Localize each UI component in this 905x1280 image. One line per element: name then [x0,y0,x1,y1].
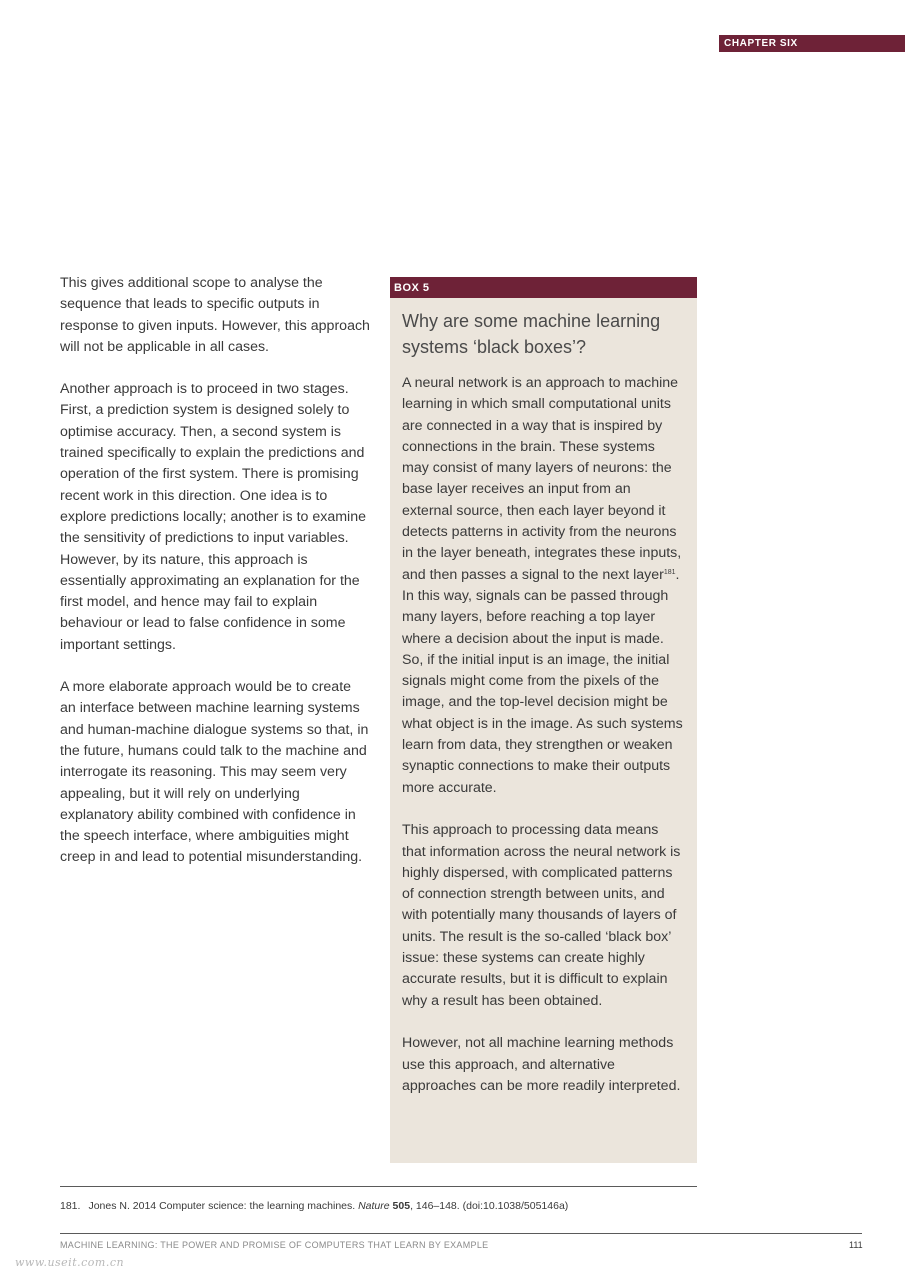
footnote-text-end: , 146–148. (doi:10.1038/505146a) [410,1200,569,1212]
box-paragraph-2: This approach to processing data means that information across the neural network is highly dispersed, with complicated patterns of connection strength between units, and with potentially many thousands of layers of units. The result is the so-called ‘black box’ issue: these systems can create highly accurate results, but it is difficult to explain why a result has been obtained. [402,822,681,1009]
footnote-divider [60,1186,697,1187]
box-paragraph-1 [402,373,685,799]
watermark: www.useit.com.cn [15,1256,125,1269]
box-paragraph-1-start: A neural network is an approach to machine learning in which small computational units are connected in a way that is inspired by connections in the brain. These systems may consist of many layers of neurons: the base layer receives an input from an external source, then each layer beyond it detects patterns in activity from the neurons in the layer beneath, integrates these inputs, and then passes a signal to the next layer [402,375,682,583]
footnote [60,1199,700,1213]
left-paragraph-2: Another approach is to proceed in two stages. First, a prediction system is designed solely to optimise accuracy. Then, a second system is trained specifically to explain the predictions and operation of the first system. There is promising recent work in this direction. One idea is to explore predictions locally; another is to examine the sensitivity of predictions to input variables. However, by its nature, this approach is essentially approximating an explanation for the first model, and hence may fail to explain behaviour or lead to false confidence in some important settings. [60,381,366,653]
box-paragraph-1-end: . In this way, signals can be passed through many layers, before reaching a top layer where a decision about the input is made. So, if the initial input is an image, the initial signals might come from the pixels of the image, and the top-level decision might be what object is in the image. As such systems learn from data, they strengthen or weaken synaptic connections to make their outputs more accurate. [402,566,683,796]
footer-divider [60,1233,862,1234]
left-column [60,273,370,890]
running-footer-title: MACHINE LEARNING: THE POWER AND PROMISE OF COMPUTERS THAT LEARN BY EXAMPLE [60,1240,489,1250]
footnote-volume: 505 [392,1200,411,1212]
box-title: Why are some machine learning systems ‘black boxes’? [402,311,661,357]
footnote-number: 181. [60,1200,81,1212]
box-paragraph-3: However, not all machine learning methods use this approach, and alternative approaches can be more readily interpreted. [402,1035,681,1094]
left-paragraph-1: This gives additional scope to analyse the sequence that leads to specific outputs in response to given inputs. However, this approach will not be applicable in all cases. [60,275,370,355]
footnote-journal: Nature [358,1200,390,1212]
footnote-reference[interactable]: 181 [663,568,676,576]
box-label: BOX 5 [390,277,697,298]
page-number: 111 [849,1240,863,1250]
left-paragraph-3: A more elaborate approach would be to create an interface between machine learning systems and human-machine dialogue systems so that, in the future, humans could talk to the machine and interrogate its reasoning. This may seem very appealing, but it will rely on underlying explanatory ability combined with confidence in the speech interface, where ambiguities might creep in and lead to potential misunderstanding. [60,679,369,866]
chapter-label: CHAPTER SIX [719,35,905,52]
box-body [402,373,685,1097]
footnote-text-start: Jones N. 2014 Computer science: the learning machines. [88,1200,359,1212]
box-5-panel [390,277,697,1163]
